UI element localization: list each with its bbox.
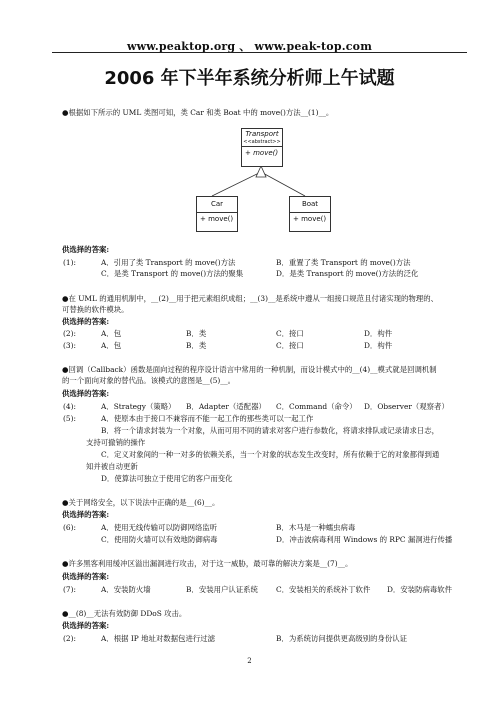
- q4-option-d: D．Observer（观察者）: [364, 402, 449, 411]
- q6-option-b: B．木马是一种蠕虫病毒: [276, 523, 356, 532]
- transport-stereotype: <<abstract>>: [243, 139, 281, 145]
- q5-option-b-line2: 支持可撤销的操作: [86, 438, 146, 447]
- q3-option-c: C．接口: [276, 341, 304, 350]
- q4-option-c: C．Command（命令）: [276, 402, 357, 411]
- q7-option-c: C．安装相关的系统补丁软件: [276, 585, 371, 594]
- q3-option-a: A．包: [101, 341, 122, 350]
- q8-choices-label: 供选择的答案:: [62, 621, 110, 630]
- q8-stem: ●__(8)__无法有效防御 DDoS 攻击。: [62, 609, 187, 618]
- uml-class-boat: [289, 196, 331, 232]
- q8-num: (2):: [63, 634, 76, 643]
- q4-option-a: A．Strategy（策略）: [101, 402, 176, 411]
- q6-stem: ●关于网络安全，以下说法中正确的是__(6)__。: [62, 498, 220, 507]
- uml-class-transport: [241, 128, 283, 167]
- inheritance-arrow: [256, 166, 266, 177]
- q2-option-b: B．类: [186, 329, 207, 338]
- q5-option-c-line2: 知并被自动更新: [86, 462, 138, 471]
- q8-option-b: B．为系统访问提供更高级别的身份认证: [276, 634, 408, 643]
- boat-name: Boat: [290, 197, 330, 213]
- q2-stem-line2: 可替换的软件模块。: [62, 305, 129, 314]
- q1-choices-label: 供选择的答案:: [62, 245, 110, 254]
- q5-option-c-line1: C．定义对象间的一种一对多的依赖关系，当一个对象的状态发生改变时，所有依赖于它的对象都得到通: [101, 450, 440, 459]
- site-header: www.peaktop.org 、 www.peak-top.com: [126, 40, 373, 53]
- q7-option-a: A．安装防火墙: [101, 585, 151, 594]
- q5-num: (5):: [63, 414, 76, 423]
- q3-num: (3):: [63, 341, 76, 350]
- q4-option-b: B．Adapter（适配器）: [186, 402, 266, 411]
- q2-option-d: D．构件: [364, 329, 393, 338]
- q3-option-b: B．类: [186, 341, 207, 350]
- q2-option-c: C．接口: [276, 329, 304, 338]
- q1-stem: ●根据如下所示的 UML 类图可知，类 Car 和类 Boat 中的 move()方法__(1)__。: [62, 108, 334, 117]
- q7-stem: ●许多黑客利用缓冲区溢出漏洞进行攻击，对于这一威胁，最可靠的解决方案是__(7)__。: [62, 559, 353, 568]
- q2-stem-line1: ●在 UML 的通用机制中，__(2)__用于把元素组织成组；__(3)__是系统中遵从一组接口规范且付诸实现的物理的、: [62, 294, 438, 303]
- q2-num: (2):: [63, 329, 76, 338]
- q6-choices-label: 供选择的答案:: [62, 510, 110, 519]
- q3-option-d: D．构件: [364, 341, 393, 350]
- uml-class-car: [196, 196, 238, 232]
- q1-option-a: A．引用了类 Transport 的 move()方法: [101, 258, 236, 267]
- q7-num: (7):: [63, 585, 76, 594]
- q4-stem-line2: 的一个面向对象的替代品。该模式的意图是__(5)__。: [62, 376, 236, 385]
- q1-option-b: B．重置了类 Transport 的 move()方法: [276, 258, 411, 267]
- page-title: 2006 年下半年系统分析师上午试题: [104, 68, 395, 89]
- q7-option-b: B．安装用户认证系统: [186, 585, 258, 594]
- boat-op: + move(): [293, 215, 327, 223]
- q2-option-a: A．包: [101, 329, 122, 338]
- q4-num: (4):: [63, 402, 76, 411]
- q1-num: (1):: [63, 258, 76, 267]
- car-name: Car: [197, 197, 237, 213]
- q5-option-d: D．使算法可独立于使用它的客户而变化: [101, 474, 233, 483]
- page-number: 2: [247, 657, 252, 665]
- q4-stem-line1: ●回调（Callback）函数是面向过程的程序设计语言中常用的一种机制，而设计模式中的__(4)__模式就是回调机制: [62, 365, 437, 374]
- q6-option-a: A．使用无线传输可以防御网络监听: [101, 523, 218, 532]
- q4-choices-label: 供选择的答案:: [62, 389, 110, 398]
- q5-option-b-line1: B．将一个请求封装为一个对象，从而可用不同的请求对客户进行参数化，将请求排队或记录请求日志，: [101, 426, 440, 435]
- q1-option-c: C．是类 Transport 的 move()方法的聚集: [101, 269, 244, 278]
- car-op: + move(): [200, 215, 234, 223]
- q6-option-c: C．使用防火墙可以有效地防御病毒: [101, 535, 218, 544]
- q7-choices-label: 供选择的答案:: [62, 572, 110, 581]
- q8-option-a: A．根据 IP 地址对数据包进行过滤: [101, 634, 216, 643]
- q7-option-d: D．安装防病毒软件: [387, 585, 453, 594]
- q1-option-d: D．是类 Transport 的 move()方法的泛化: [276, 269, 419, 278]
- transport-name: Transport: [245, 130, 279, 138]
- transport-op: + move(): [245, 149, 279, 157]
- q2-choices-label: 供选择的答案:: [62, 317, 110, 326]
- q6-option-d: D．冲击波病毒利用 Windows 的 RPC 漏洞进行传播: [276, 535, 453, 544]
- q5-option-a: A．使原本由于接口不兼容而不能一起工作的那些类可以一起工作: [101, 414, 314, 423]
- q6-num: (6):: [63, 523, 76, 532]
